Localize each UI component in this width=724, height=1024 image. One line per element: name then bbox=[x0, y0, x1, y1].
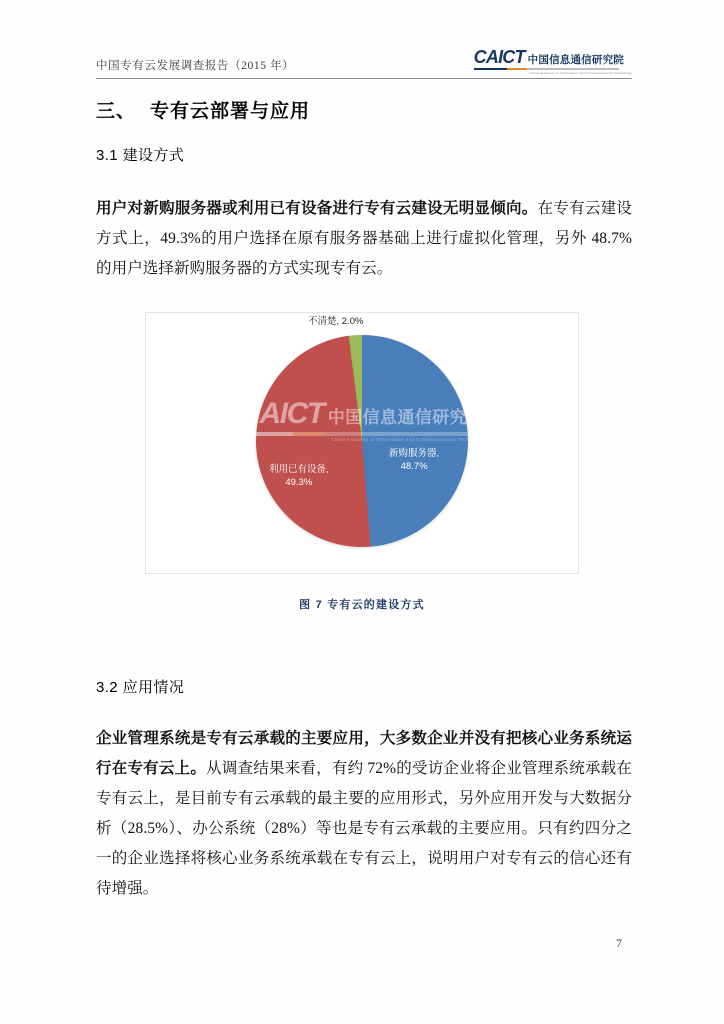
watermark-english-tagline: China Academy of Information and Communications Technology bbox=[331, 436, 485, 442]
logo-acronym-text: CAICT bbox=[473, 46, 525, 67]
paragraph-construction-lead: 用户对新购服务器或利用已有设备进行专有云建设无明显倾向。 bbox=[96, 199, 538, 217]
chart-plot-area bbox=[145, 312, 579, 574]
logo-english-tagline: China Academy of Information and Communications Technology bbox=[529, 70, 632, 75]
running-header-title: 中国专有云发展调查报告（2015 年） bbox=[96, 59, 295, 72]
pie-label-unclear-text: 不清楚, 2.0% bbox=[308, 316, 364, 327]
pie-label-new-server-value: 48.7% bbox=[400, 461, 428, 472]
watermark-chinese-name-text: 中国信息通信研究院 bbox=[327, 408, 485, 427]
header-divider-rule bbox=[96, 78, 632, 79]
section-number: 三、 bbox=[96, 101, 137, 122]
paragraph-application bbox=[96, 724, 632, 904]
page-number: 7 bbox=[616, 936, 622, 950]
page-header bbox=[96, 46, 632, 80]
pie-chart-container bbox=[256, 316, 468, 547]
figure-caption: 图 7 专有云的建设方式 bbox=[299, 599, 425, 611]
caict-logo bbox=[474, 48, 632, 75]
pie-label-new-server bbox=[389, 447, 439, 473]
subsection-heading-application: 3.2 应用情况 bbox=[96, 679, 185, 696]
section-title: 专有云部署与应用 bbox=[150, 101, 311, 122]
pie-label-unclear bbox=[308, 315, 363, 328]
pie-label-new-server-name: 新购服务器, bbox=[389, 448, 440, 459]
paragraph-construction-body: 在专有云建设方式上，49.3%的用户选择在原有服务器基础上进行虚拟化管理，另外 48.7%的用户选择新购服务器的方式实现专有云。 bbox=[96, 199, 632, 277]
figure-construction-pie-chart bbox=[145, 312, 581, 612]
pie-label-existing-equipment-name: 利用已有设备, bbox=[269, 464, 329, 475]
section-heading bbox=[96, 96, 632, 123]
paragraph-application-body: 从调查结果来看，有约 72%的受访企业将企业管理系统承载在专有云上，是目前专有云承载的最主要的应用形式，另外应用开发与大数据分析（28.5%）、办公系统（28%）等也是专有云承载的主要应用。只有约四分之一的企业选择将核心业务系统承载在专有云上，说明用户对专有云的信心还有待增强。 bbox=[96, 759, 632, 897]
logo-chinese-name-text: 中国信息通信研究院 bbox=[527, 53, 624, 66]
pie-label-existing-equipment-value: 49.3% bbox=[285, 477, 313, 488]
subsection-heading-construction: 3.1 建设方式 bbox=[96, 147, 185, 164]
paragraph-application-lead: 企业管理系统是专有云承载的主要应用，大多数企业并没有把核心业务系统运行在专有云上。 bbox=[96, 729, 632, 777]
pie-label-existing-equipment bbox=[269, 463, 329, 489]
pie-chart-graphic bbox=[256, 335, 468, 547]
watermark-acronym-text: CAICT bbox=[239, 397, 324, 430]
paragraph-construction bbox=[96, 194, 632, 284]
